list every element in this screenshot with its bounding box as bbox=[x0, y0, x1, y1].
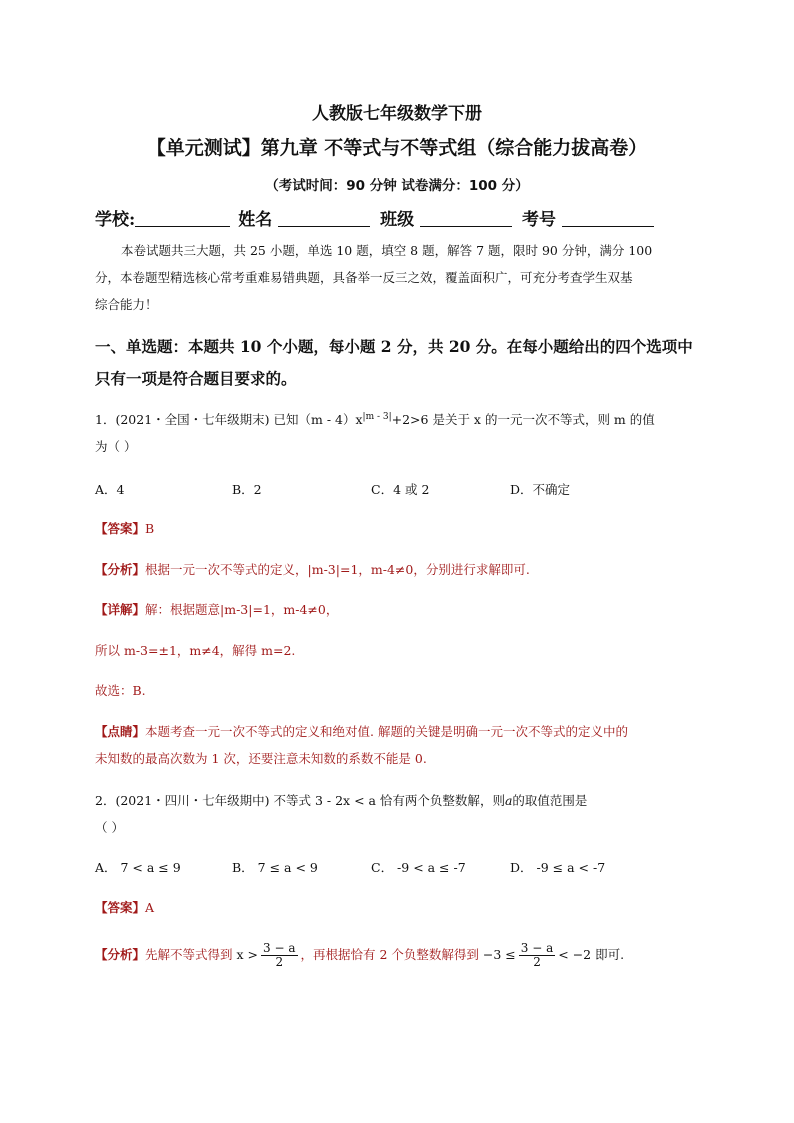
q1-comment-tag: 【点睛】 bbox=[95, 724, 146, 739]
q1-stem-part-b: +2>6 是关于 x 的一元一次不等式，则 m 的值 bbox=[391, 412, 655, 427]
q2-inequality-1: x > bbox=[236, 947, 259, 962]
class-blank[interactable] bbox=[420, 210, 512, 227]
q2-stem-line-2: （ ） bbox=[95, 820, 124, 835]
q1-answer-value: B bbox=[145, 521, 155, 536]
q2-option-b: B． 7 ≤ a < 9 bbox=[232, 860, 318, 875]
class-label: 班级 bbox=[380, 210, 415, 230]
q1-comment bbox=[95, 722, 628, 740]
q2-analysis bbox=[95, 938, 624, 972]
q1-detail-line-2: 所以 m-3=±1，m≠4，解得 m=2. bbox=[95, 643, 296, 658]
school-label: 学校: bbox=[95, 210, 136, 230]
q1-exponent: |m - 3| bbox=[362, 411, 392, 422]
q1-comment-line-2: 未知数的最高次数为 1 次，还要注意未知数的系数不能是 0. bbox=[95, 751, 427, 766]
q1-option-b: B．2 bbox=[232, 482, 262, 497]
q2-fraction-1-numerator: 3 − a bbox=[263, 940, 296, 955]
q1-option-d: D．不确定 bbox=[510, 482, 571, 497]
q2-option-d: D． -9 ≤ a < -7 bbox=[510, 860, 606, 875]
q2-fraction-2 bbox=[519, 942, 555, 969]
q2-stem bbox=[95, 791, 587, 809]
q1-detail-text: 解：根据题意|m-3|=1，m-4≠0， bbox=[145, 602, 339, 617]
q1-analysis bbox=[95, 560, 530, 578]
q1-answer bbox=[95, 519, 154, 537]
q1-option-c: C．4 或 2 bbox=[371, 482, 430, 497]
q2-analysis-tag: 【分析】 bbox=[95, 947, 146, 962]
q1-option-a: A．4 bbox=[95, 482, 125, 497]
number-blank[interactable] bbox=[562, 210, 654, 227]
q2-answer bbox=[95, 898, 154, 916]
q1-stem bbox=[95, 410, 655, 428]
exam-info: （考试时间：90 分钟 试卷满分：100 分） bbox=[265, 178, 529, 194]
intro-line-3: 综合能力！ bbox=[95, 297, 158, 312]
name-label: 姓名 bbox=[238, 210, 273, 230]
q2-answer-value: A bbox=[145, 900, 155, 915]
q1-detail bbox=[95, 600, 338, 618]
page-title: 【单元测试】第九章 不等式与不等式组（综合能力拔高卷） bbox=[146, 137, 648, 159]
q2-inequality-3: < −2 即可. bbox=[558, 947, 625, 962]
q2-stem-part-b: 的取值范围是 bbox=[512, 793, 588, 808]
q2-fraction-2-numerator: 3 − a bbox=[520, 940, 554, 955]
section-heading-1: 一、单选题：本题共 10 个小题，每小题 2 分，共 20 分。在每小题给出的四个选项中 bbox=[95, 337, 693, 356]
intro-line-2: 分，本卷题型精选核心常考重难易错典题，具备举一反三之效，覆盖面积广，可充分考查学生双基 bbox=[95, 270, 633, 285]
section-heading-2: 只有一项是符合题目要求的。 bbox=[95, 369, 297, 388]
q2-inequality-2: −3 ≤ bbox=[482, 947, 516, 962]
q1-analysis-tag: 【分析】 bbox=[95, 562, 146, 577]
name-blank[interactable] bbox=[278, 210, 370, 227]
q1-choose: 故选：B. bbox=[95, 683, 146, 698]
intro-line-1: 本卷试题共三大题，共 25 小题，单选 10 题，填空 8 题，解答 7 题，限时 90 分钟，满分 100 bbox=[121, 243, 653, 258]
book-title: 人教版七年级数学下册 bbox=[312, 104, 482, 124]
q1-stem-line-2: 为（ ） bbox=[95, 439, 137, 454]
q2-option-a: A． 7 < a ≤ 9 bbox=[95, 860, 181, 875]
student-fields bbox=[95, 205, 654, 230]
q1-comment-text: 本题考查一元一次不等式的定义和绝对值. 解题的关键是明确一元一次不等式的定义中的 bbox=[145, 724, 628, 739]
q2-stem-part-a: 2．(2021・四川・七年级期中) 不等式 3 - 2x < a 恰有两个负整数解，则 bbox=[95, 793, 505, 808]
q1-answer-tag: 【答案】 bbox=[95, 521, 146, 536]
q2-option-c: C． -9 < a ≤ -7 bbox=[371, 860, 466, 875]
q2-variable: a bbox=[504, 793, 513, 808]
number-label: 考号 bbox=[522, 210, 557, 230]
school-blank[interactable] bbox=[135, 210, 230, 227]
q1-analysis-text: 根据一元一次不等式的定义，|m-3|=1，m-4≠0，分别进行求解即可. bbox=[145, 562, 530, 577]
q2-analysis-text-a: 先解不等式得到 bbox=[145, 947, 233, 962]
q1-detail-tag: 【详解】 bbox=[95, 602, 146, 617]
q2-analysis-text-b: ，再根据恰有 2 个负整数解得到 bbox=[300, 947, 479, 962]
q1-stem-part-a: 1．(2021・全国・七年级期末) 已知（m - 4）x bbox=[95, 412, 363, 427]
q2-answer-tag: 【答案】 bbox=[95, 900, 146, 915]
q2-fraction-1-denominator: 2 bbox=[275, 955, 284, 969]
q2-fraction-1 bbox=[261, 942, 297, 969]
q2-fraction-2-denominator: 2 bbox=[533, 955, 541, 969]
